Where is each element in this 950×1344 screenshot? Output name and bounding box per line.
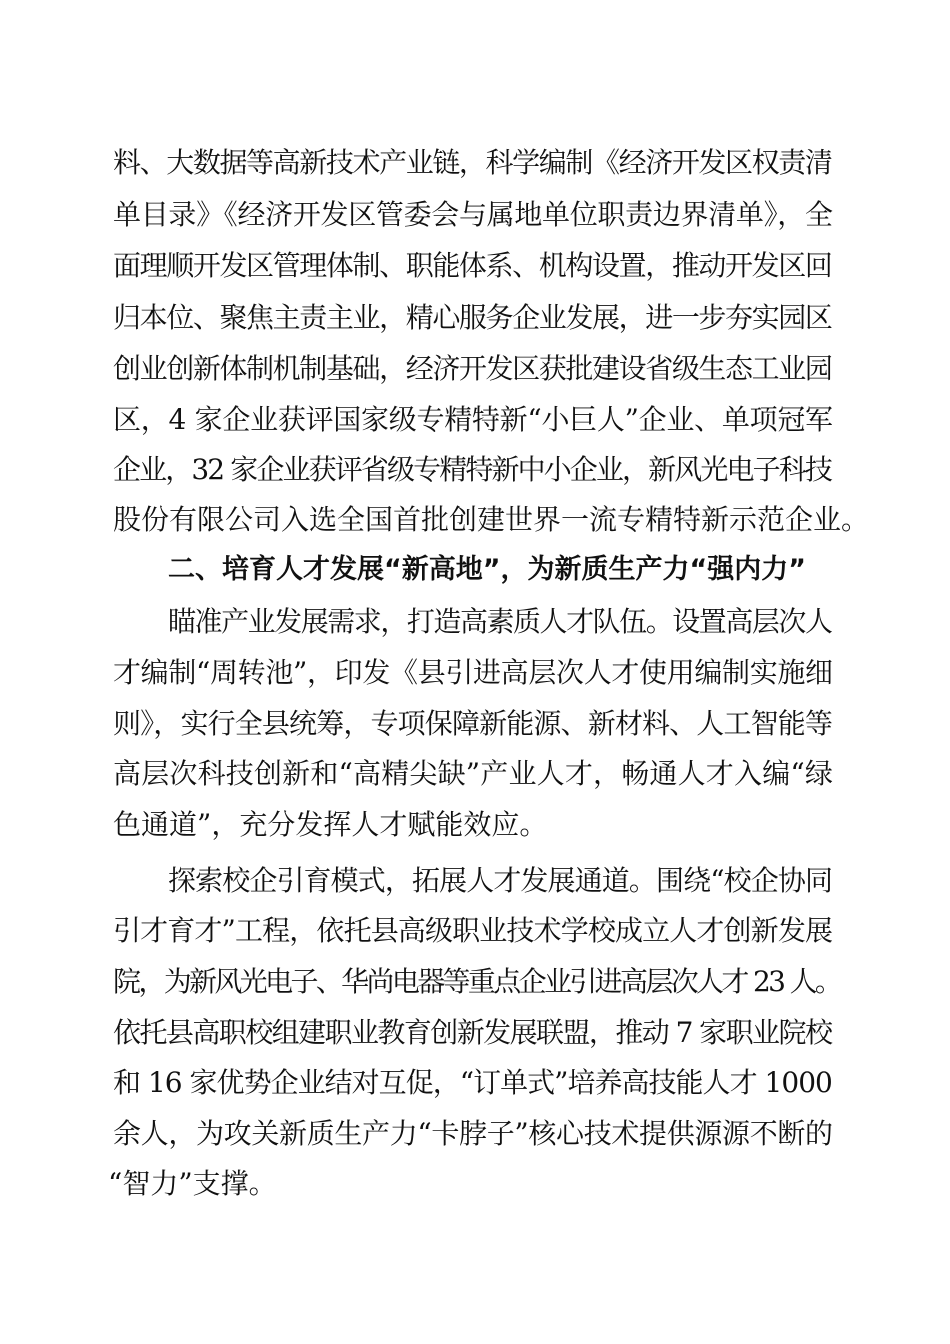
paragraph-line: 余人，为攻关新质生产力“卡脖子”核心技术提供源源不断的 <box>113 1117 833 1150</box>
paragraph-line: 单目录》《经济开发区管委会与属地单位职责边界清单》，全 <box>113 198 833 231</box>
paragraph-line: 和 16 家优势企业结对互促，“订单式”培养高技能人才 1000 <box>113 1066 832 1099</box>
paragraph-line: 料、大数据等高新技术产业链，科学编制《经济开发区权责清 <box>113 146 832 179</box>
paragraph-line: 归本位、聚焦主责主业，精心服务企业发展，进一步夯实园区 <box>113 301 832 334</box>
paragraph-line: 则》，实行全县统筹，专项保障新能源、新材料、人工智能等 <box>113 707 833 740</box>
paragraph-line: 依托县高职校组建职业教育创新发展联盟，推动 7 家职业院校 <box>113 1016 832 1049</box>
paragraph-line: 探索校企引育模式，拓展人才发展通道。围绕“校企协同 <box>168 864 833 897</box>
paragraph-line: 股份有限公司入选全国首批创建世界一流专精特新示范企业。 <box>113 503 870 536</box>
paragraph-line: “智力”支撑。 <box>108 1167 277 1200</box>
paragraph-line: 引才育才”工程，依托县高级职业技术学校成立人才创新发展 <box>113 914 833 947</box>
paragraph-line: 企业，32 家企业获评省级专精特新中小企业，新风光电子科技 <box>113 453 832 486</box>
paragraph-line: 院，为新风光电子、华尚电器等重点企业引进高层次人才 23 人。 <box>113 965 841 998</box>
paragraph-line: 面理顺开发区管理体制、职能体系、机构设置，推动开发区回 <box>113 249 832 282</box>
paragraph-line: 瞄准产业发展需求，打造高素质人才队伍。设置高层次人 <box>168 605 832 638</box>
section-heading: 二、培育人才发展“新高地”，为新质生产力“强内力” <box>168 554 806 585</box>
paragraph-line: 才编制“周转池”，印发《县引进高层次人才使用编制实施细 <box>113 656 833 689</box>
paragraph-line: 高层次科技创新和“高精尖缺”产业人才，畅通人才入编“绿 <box>113 757 834 790</box>
paragraph-line: 区，4 家企业获评国家级专精特新“小巨人”企业、单项冠军 <box>113 403 833 436</box>
paragraph-line: 色通道”，充分发挥人才赋能效应。 <box>113 808 548 841</box>
paragraph-line: 创业创新体制机制基础，经济开发区获批建设省级生态工业园 <box>113 352 832 385</box>
